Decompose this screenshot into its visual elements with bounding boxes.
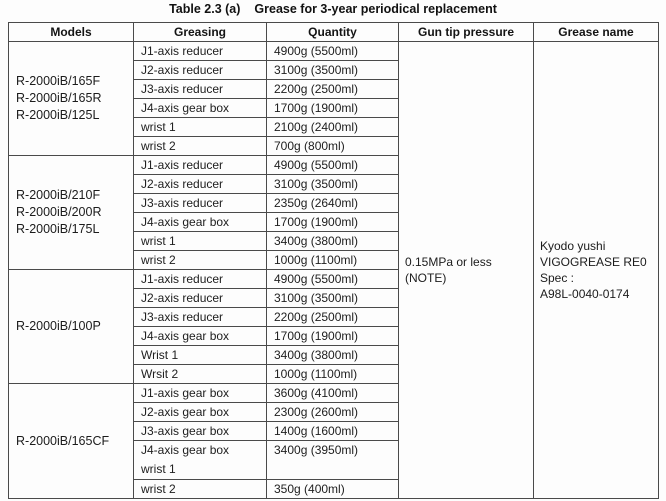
model-name: R-2000iB/125L xyxy=(16,108,100,122)
model-name: R-2000iB/100P xyxy=(16,319,101,333)
greasing-cell: J2-axis gear box xyxy=(134,403,267,422)
quantity-cell: 1000g (1100ml) xyxy=(267,365,399,384)
models-group-3-cell xyxy=(9,270,134,384)
greasing-cell: J1-axis reducer xyxy=(134,42,267,61)
greasing-cell: wrist 1 xyxy=(134,118,267,137)
greasing-cell: J2-axis reducer xyxy=(134,61,267,80)
greasing-cell: wrist 2 xyxy=(134,251,267,270)
greasing-cell xyxy=(134,441,267,480)
greasing-cell: J3-axis gear box xyxy=(134,422,267,441)
models-group-2-cell xyxy=(9,156,134,270)
quantity-cell: 3400g (3800ml) xyxy=(267,232,399,251)
pressure-value: 0.15MPa or less xyxy=(405,255,492,269)
header-models: Models xyxy=(9,23,134,42)
greasing-cell: wrist 1 xyxy=(134,232,267,251)
quantity-cell: 4900g (5500ml) xyxy=(267,156,399,175)
greasing-cell: Wrsit 2 xyxy=(134,365,267,384)
header-grease-name: Grease name xyxy=(534,23,659,42)
greasing-cell: J2-axis reducer xyxy=(134,289,267,308)
greasing-cell: J1-axis reducer xyxy=(134,270,267,289)
quantity-cell: 4900g (5500ml) xyxy=(267,270,399,289)
greasing-cell: J1-axis gear box xyxy=(134,384,267,403)
model-name: R-2000iB/200R xyxy=(16,205,102,219)
quantity-cell: 350g (400ml) xyxy=(267,480,399,499)
pressure-note: (NOTE) xyxy=(405,271,447,285)
grease-name-cell xyxy=(534,42,659,499)
header-gun-tip-pressure: Gun tip pressure xyxy=(399,23,534,42)
grease-product: VIGOGREASE RE0 xyxy=(540,255,647,269)
quantity-cell: 2100g (2400ml) xyxy=(267,118,399,137)
grease-maker: Kyodo yushi xyxy=(540,239,606,253)
quantity-cell: 3100g (3500ml) xyxy=(267,175,399,194)
quantity-cell: 2300g (2600ml) xyxy=(267,403,399,422)
quantity-cell: 2350g (2640ml) xyxy=(267,194,399,213)
greasing-cell: J2-axis reducer xyxy=(134,175,267,194)
greasing-cell: wrist 2 xyxy=(134,137,267,156)
header-quantity: Quantity xyxy=(267,23,399,42)
greasing-cell: Wrist 1 xyxy=(134,346,267,365)
quantity-cell: 1700g (1900ml) xyxy=(267,99,399,118)
model-name: R-2000iB/165R xyxy=(16,91,102,105)
table-title xyxy=(0,2,666,16)
quantity-cell: 3400g (3800ml) xyxy=(267,346,399,365)
grease-spec-label: Spec : xyxy=(540,271,575,285)
header-greasing: Greasing xyxy=(134,23,267,42)
quantity-cell: 1700g (1900ml) xyxy=(267,327,399,346)
greasing-cell: J3-axis reducer xyxy=(134,80,267,99)
table-row xyxy=(9,42,659,61)
greasing-cell: J3-axis reducer xyxy=(134,194,267,213)
quantity-cell: 4900g (5500ml) xyxy=(267,42,399,61)
models-group-4-cell xyxy=(9,384,134,499)
model-name: R-2000iB/165CF xyxy=(16,433,110,448)
quantity-cell: 3100g (3500ml) xyxy=(267,289,399,308)
greasing-cell: J4-axis gear box xyxy=(134,327,267,346)
table-title-label: Table 2.3 (a) xyxy=(169,2,241,16)
greasing-line-1: J4-axis gear box xyxy=(141,443,230,457)
quantity-cell: 1400g (1600ml) xyxy=(267,422,399,441)
quantity-cell xyxy=(267,441,399,480)
quantity-cell: 700g (800ml) xyxy=(267,137,399,156)
quantity-cell: 1000g (1100ml) xyxy=(267,251,399,270)
grease-spec-number: A98L-0040-0174 xyxy=(540,287,630,301)
greasing-cell: J1-axis reducer xyxy=(134,156,267,175)
greasing-cell: J4-axis gear box xyxy=(134,213,267,232)
quantity-cell: 3100g (3500ml) xyxy=(267,61,399,80)
model-name: R-2000iB/165F xyxy=(16,74,101,88)
quantity-cell: 2200g (2500ml) xyxy=(267,80,399,99)
quantity-cell: 3600g (4100ml) xyxy=(267,384,399,403)
models-group-1-cell xyxy=(9,42,134,156)
greasing-cell: J4-axis gear box xyxy=(134,99,267,118)
greasing-cell: wrist 2 xyxy=(134,480,267,499)
model-name: R-2000iB/210F xyxy=(16,188,101,202)
model-name: R-2000iB/175L xyxy=(16,222,100,236)
grease-replacement-table xyxy=(8,22,659,499)
quantity-cell: 1700g (1900ml) xyxy=(267,213,399,232)
gun-tip-pressure-cell xyxy=(399,42,534,499)
header-row xyxy=(9,23,659,42)
table-title-text: Grease for 3-year periodical replacement xyxy=(254,2,497,16)
quantity-cell: 2200g (2500ml) xyxy=(267,308,399,327)
quantity-value: 3400g (3950ml) xyxy=(274,443,359,457)
greasing-cell: J3-axis reducer xyxy=(134,308,267,327)
greasing-line-2: wrist 1 xyxy=(141,462,176,476)
